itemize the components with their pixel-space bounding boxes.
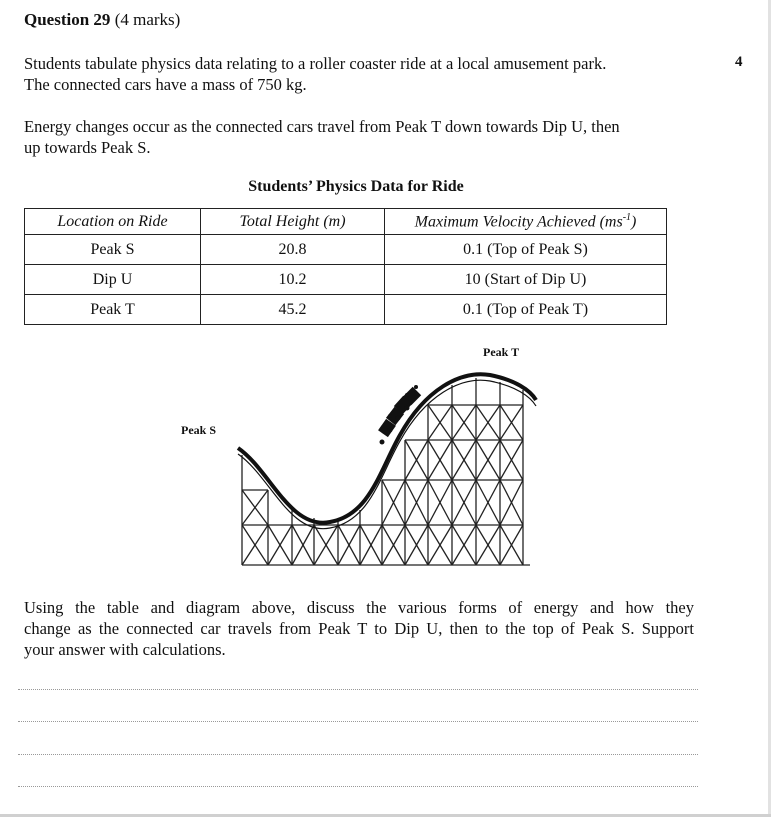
- cell-height: 45.2: [201, 295, 385, 325]
- answer-line[interactable]: [18, 689, 698, 690]
- intro-paragraph: [24, 53, 714, 95]
- prompt-line-3: your answer with calculations.: [24, 640, 226, 659]
- question-marks: (4 marks): [114, 10, 181, 29]
- question-heading: [24, 10, 180, 30]
- cell-location: Peak S: [25, 235, 201, 265]
- table-header-row: [25, 209, 667, 235]
- header-velocity: [385, 209, 667, 235]
- header-velocity-close: ): [631, 213, 637, 231]
- header-height: Total Height (m): [201, 209, 385, 235]
- intro-line-2: The connected cars have a mass of 750 kg.: [24, 75, 307, 94]
- energy-line-2: up towards Peak S.: [24, 138, 151, 157]
- cell-location: Peak T: [25, 295, 201, 325]
- cell-height: 20.8: [201, 235, 385, 265]
- header-velocity-text: Maximum Velocity Achieved (ms: [414, 213, 623, 231]
- cell-velocity: 10 (Start of Dip U): [385, 265, 667, 295]
- cell-location: Dip U: [25, 265, 201, 295]
- cell-height: 10.2: [201, 265, 385, 295]
- answer-line[interactable]: [18, 786, 698, 787]
- margin-marks: 4: [735, 54, 743, 70]
- answer-line[interactable]: [18, 754, 698, 755]
- prompt-line-1: Using the table and diagram above, discuss the various forms of energy and how they: [24, 598, 694, 617]
- cell-velocity: 0.1 (Top of Peak T): [385, 295, 667, 325]
- prompt-paragraph: [24, 597, 694, 660]
- physics-data-table: [24, 208, 667, 325]
- table-row: [25, 295, 667, 325]
- coaster-support-frame: [242, 378, 530, 565]
- prompt-line-2: change as the connected car travels from Peak T to Dip U, then to the top of Peak S. Support: [24, 619, 694, 638]
- cell-velocity: 0.1 (Top of Peak S): [385, 235, 667, 265]
- coaster-track: [238, 374, 536, 522]
- table-title: Students’ Physics Data for Ride: [248, 178, 464, 195]
- header-location: Location on Ride: [25, 209, 201, 235]
- header-velocity-sup: -1: [622, 211, 632, 223]
- roller-coaster-diagram: [230, 360, 540, 575]
- label-peak-t: Peak T: [483, 345, 520, 359]
- table-row: [25, 235, 667, 265]
- energy-line-1: Energy changes occur as the connected cars travel from Peak T down towards Dip U, then: [24, 117, 620, 136]
- table-row: [25, 265, 667, 295]
- answer-line[interactable]: [18, 721, 698, 722]
- label-peak-s: Peak S: [181, 423, 217, 437]
- question-number: Question 29: [24, 10, 111, 29]
- intro-line-1: Students tabulate physics data relating to a roller coaster ride at a local amusement park.: [24, 54, 607, 73]
- energy-paragraph: [24, 116, 714, 158]
